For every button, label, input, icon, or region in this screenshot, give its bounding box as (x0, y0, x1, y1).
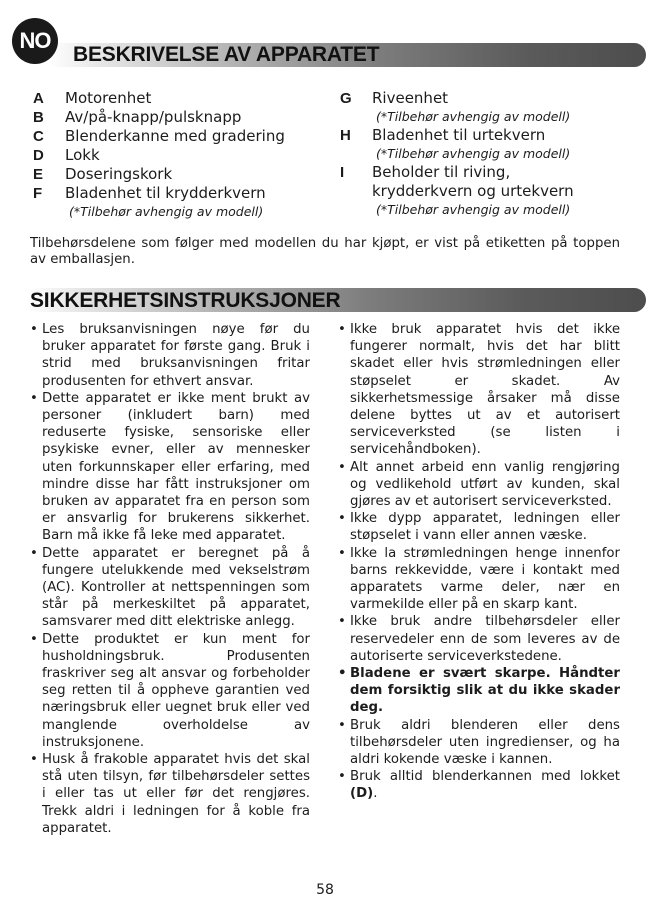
list-item: • Les bruksanvisningen nøye før du bruker apparatet for første gang. Bruk i strid med bruksanvisningen fritar produsenten for ethvert ansvar. (30, 321, 310, 390)
parts-list-left (33, 89, 285, 221)
list-item: • Bruk aldri blenderen eller dens tilbehørsdeler uten ingredienser, og ha aldri kokende væske i kannen. (338, 717, 620, 769)
part-note-g: (*Tilbehør avhengig av modell) (376, 109, 571, 124)
list-item: • Bruk alltid blenderkannen med lokket (D). (338, 768, 620, 802)
part-note-h: (*Tilbehør avhengig av modell) (376, 146, 571, 161)
list-item: • Ikke la strømledningen henge innenfor barns rekkevidde, være i kontakt med apparatets varme deler, nær en varmekilde eller på en skarp kant. (338, 545, 620, 614)
list-item: • Dette apparatet er beregnet på å fungere utelukkende med vekselstrøm (AC). Kontroller at nettspenningen som står på merkeskiltet på apparatet, samsvarer med ditt elektriske anlegg. (30, 545, 310, 631)
part-item-d: D Lokk (33, 146, 100, 164)
part-item-c: C Blenderkanne med gradering (33, 127, 285, 145)
list-item: • Dette produktet er kun ment for husholdningsbruk. Produsenten fraskriver seg alt ansvar og forbeholder seg retten til å oppheve garantien ved næringsbruk eller uegnet bruk eller ved manglende overholdelse av instruksjonene. (30, 631, 310, 751)
safety-column-left (30, 321, 310, 837)
part-item-b: B Av/på-knapp/pulsknapp (33, 108, 242, 126)
section-title-description: BESKRIVELSE AV APPARATET (73, 43, 380, 66)
part-item-i: I Beholder til riving, (340, 163, 511, 181)
page-number: 58 (316, 882, 334, 898)
part-item-e: E Doseringskork (33, 165, 173, 183)
part-item-f: F Bladenhet til krydderkvern (33, 184, 266, 202)
list-item: • Alt annet arbeid enn vanlig rengjøring og vedlikehold utført av kunden, skal gjøres av et autorisert serviceverksted. (338, 459, 620, 511)
section-title-safety: SIKKERHETSINSTRUKSJONER (30, 289, 341, 312)
list-item: • Ikke bruk andre tilbehørsdeler eller reservedeler enn de som leveres av de autoriserte serviceverkstedene. (338, 613, 620, 665)
part-item-a: A Motorenhet (33, 89, 152, 107)
language-badge: NO (12, 18, 58, 64)
parts-list-right (340, 89, 574, 219)
list-item: • Husk å frakoble apparatet hvis det skal stå uten tilsyn, før tilbehørsdeler settes i eller tas ut eller før det rengjøres. Trekk aldri i ledningen for å koble fra apparatet. (30, 751, 310, 837)
list-item: • Dette apparatet er ikke ment brukt av personer (inkludert barn) med reduserte fysiske, sensoriske eller psykiske evner, eller av mennesker uten forkunnskaper eller erfaring, med mindre disse har fått instruksjoner om bruken av apparatet fra en person som er ansvarlig for brukerens sikkerhet. Barn må ikke få leke med apparatet. (30, 390, 310, 545)
safety-column-right (338, 321, 620, 803)
list-item: • Ikke bruk apparatet hvis det ikke fungerer normalt, hvis det har blitt skadet eller hvis strømledningen eller støpselet er skadet. Av sikkerhetsmessige årsaker må disse delene byttes ut av et autorisert serviceverksted (se listen i servicehåndboken). (338, 321, 620, 459)
part-item-h: H Bladenhet til urtekvern (340, 126, 546, 144)
accessory-paragraph: Tilbehørsdelene som følger med modellen du har kjøpt, er vist på etiketten på toppen av emballasjen. (30, 236, 620, 267)
part-item-g: G Riveenhet (340, 89, 449, 107)
list-item-warning: • Bladene er svært skarpe. Håndter dem forsiktig slik at du ikke skader deg. (338, 665, 620, 717)
part-note-f: (*Tilbehør avhengig av modell) (69, 204, 264, 219)
part-note-i: (*Tilbehør avhengig av modell) (376, 202, 571, 217)
lid-reference: (D) (350, 786, 374, 802)
list-item: • Ikke dypp apparatet, ledningen eller støpselet i vann eller annen væske. (338, 510, 620, 544)
part-item-i-line2: krydderkvern og urtekvern (372, 182, 574, 200)
